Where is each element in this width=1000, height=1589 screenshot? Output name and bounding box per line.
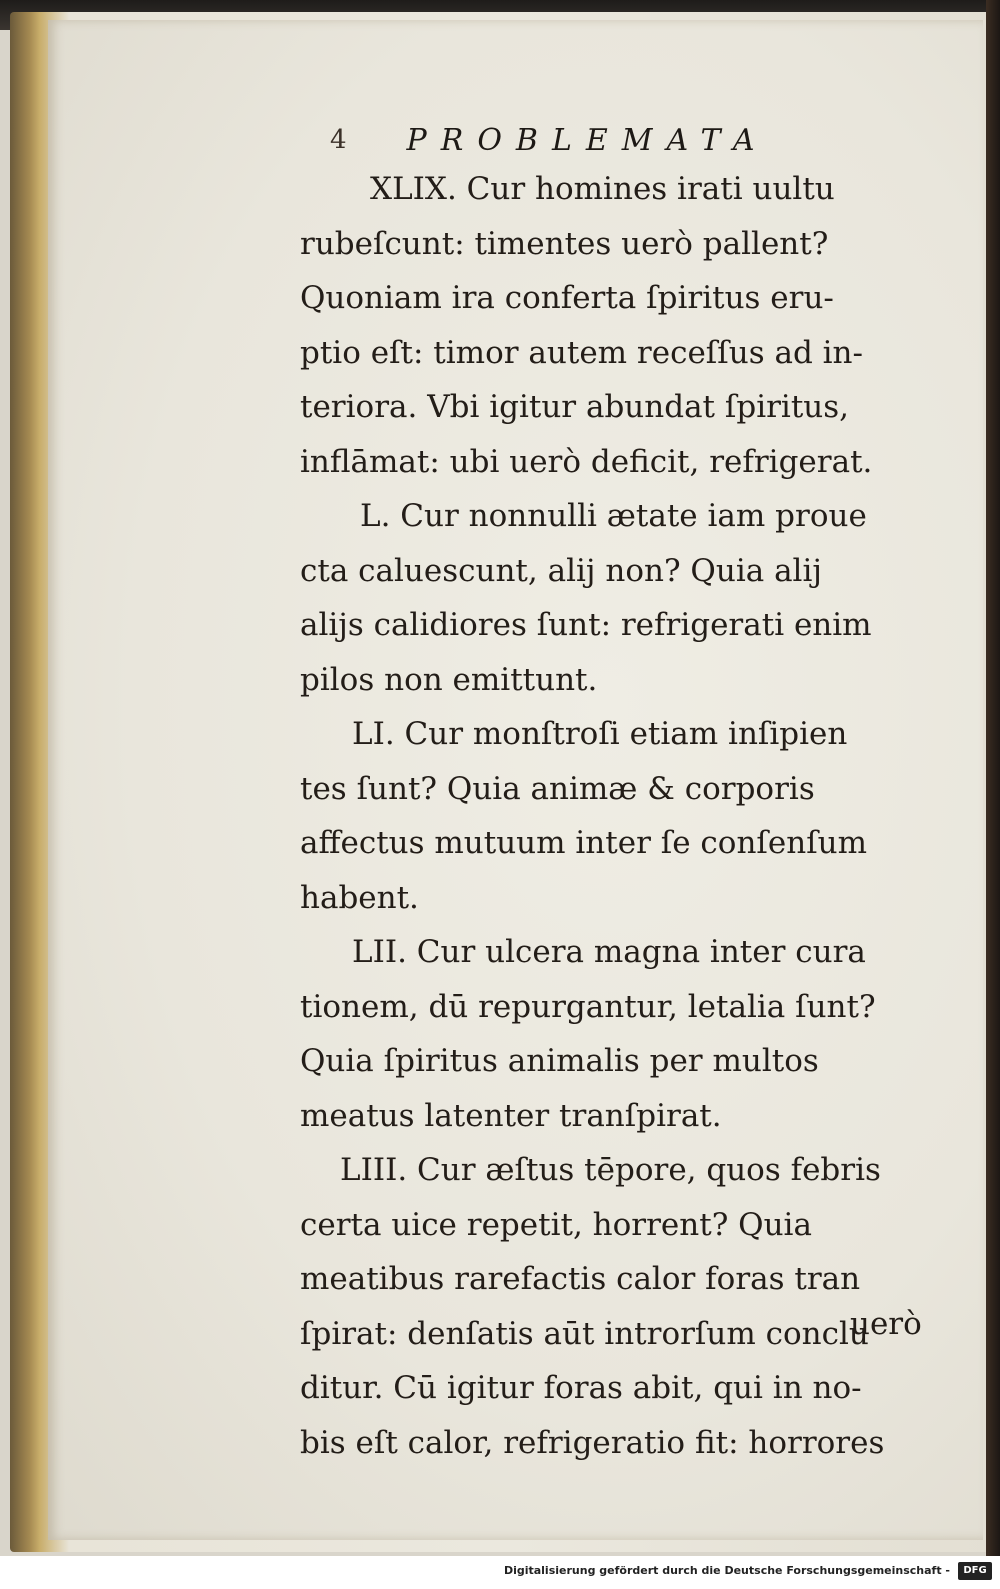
- page-folio: 4: [330, 125, 347, 155]
- text-line: meatibus rarefactis calor foras tran: [300, 1261, 861, 1297]
- text-line: certa uice repetit, horrent? Quia: [300, 1206, 812, 1243]
- text-line: LI. Cur monſtroſi etiam inſipien: [352, 716, 848, 752]
- text-line: inflāmat: ubi uerò deficit, refrigerat.: [300, 443, 873, 480]
- text-line: ſpirat: denſatis aūt introrſum conclu: [300, 1315, 869, 1352]
- running-head-title: PROBLEMATA: [406, 122, 769, 158]
- text-line: XLIX. Cur homines irati uultu: [370, 171, 835, 207]
- footer-credit: Digitalisierung gefördert durch die Deutsche Forschungsgemeinschaft -: [503, 1564, 950, 1577]
- text-line: Quia ſpiritus animalis per multos: [300, 1043, 819, 1079]
- text-line: Quoniam ira conferta ſpiritus eru-: [300, 280, 834, 316]
- catchword: uerò: [850, 1306, 922, 1342]
- text-line: pilos non emittunt.: [300, 661, 598, 698]
- text-line: tes ſunt? Quia animæ & corporis: [300, 770, 815, 807]
- text-line: bis eſt calor, refrigeratio fit: horrores: [300, 1424, 885, 1461]
- text-line: LII. Cur ulcera magna inter cura: [352, 934, 866, 970]
- text-line: meatus latenter tranſpirat.: [300, 1097, 722, 1134]
- text-line: alijs calidiores ſunt: refrigerati enim: [300, 607, 872, 643]
- dfg-logo-icon: DFG: [958, 1562, 992, 1580]
- text-line: LIII. Cur æſtus tēpore, quos febris: [340, 1152, 881, 1188]
- text-line: tionem, dū repurgantur, letalia ſunt?: [300, 988, 876, 1025]
- text-line: ditur. Cū igitur foras abit, qui in no-: [300, 1370, 862, 1406]
- running-head: [330, 118, 890, 162]
- footer-bar: [0, 1556, 1000, 1589]
- scan-right-border: [986, 0, 1000, 1560]
- text-line: rubeſcunt: timentes uerò pallent?: [300, 225, 829, 262]
- body-text: [300, 162, 960, 1470]
- text-line: ptio eſt: timor autem receſſus ad in-: [300, 334, 863, 371]
- text-line: teriora. Vbi igitur abundat ſpiritus,: [300, 389, 850, 425]
- text-line: cta caluescunt, alij non? Quia alij: [300, 552, 822, 589]
- text-line: L. Cur nonnulli ætate iam proue: [360, 498, 867, 534]
- text-line: habent.: [300, 879, 419, 916]
- text-line: affectus mutuum inter ſe conſenſum: [300, 825, 868, 861]
